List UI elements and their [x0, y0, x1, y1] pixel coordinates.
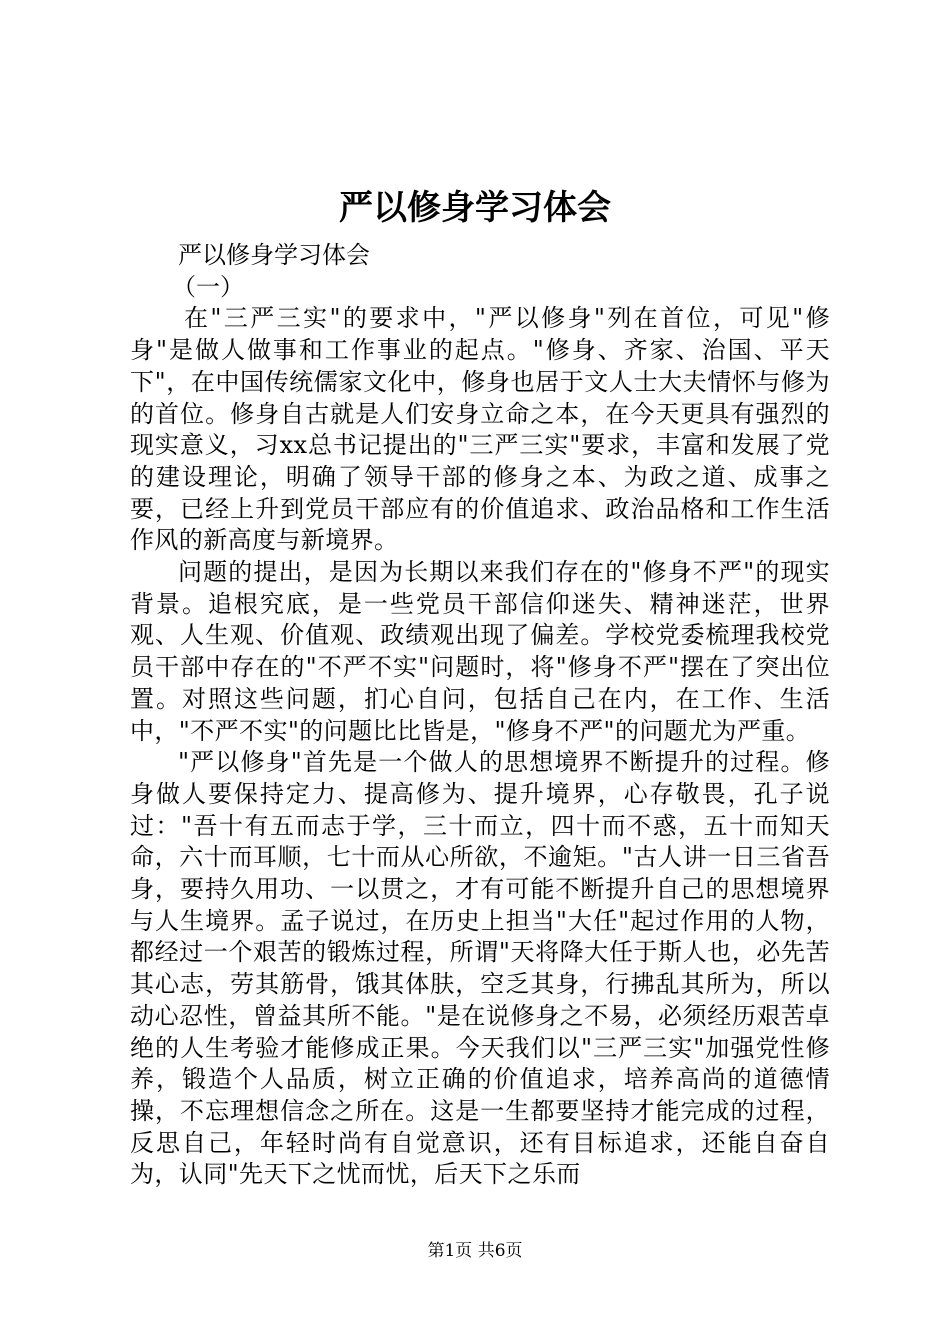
body-paragraph-2: 问题的提出，是因为长期以来我们存在的"修身不严"的现实背景。追根究底，是一些党员干部信仰迷失、精神迷茫，世界观、人生观、价值观、政绩观出现了偏差。学校党委梳理我校党员干部中存在的"不严不实"问题时，将"修身不严"摆在了突出位置。对照这些问题，扪心自问，包括自己在内，在工作、生活中，"不严不实"的问题比比皆是，"修身不严"的问题尤为严重。: [130, 558, 830, 745]
body-paragraph-3: "严以修身"首先是一个做人的思想境界不断提升的过程。修身做人要保持定力、提高修为、提升境界，心存敬畏，孔子说过："吾十有五而志于学，三十而立，四十而不惑，五十而知天命，六十而耳顺，七十而从心所欲，不逾矩。"古人讲一日三省吾身，要持久用功、一以贯之，才有可能不断提升自己的思想境界与人生境界。孟子说过，在历史上担当"大任"起过作用的人物，都经过一个艰苦的锻炼过程，所谓"天将降大任于斯人也，必先苦其心志，劳其筋骨，饿其体肤，空乏其身，行拂乱其所为，所以动心忍性，曾益其所不能。"是在说修身之不易，必须经历艰苦卓绝的人生考验才能修成正果。今天我们以"三严三实"加强党性修养，锻造个人品质，树立正确的价值追求，培养高尚的道德情操，不忘理想信念之所在。这是一生都要坚持才能完成的过程，反思自己，年轻时尚有自觉意识，还有目标追求，还能自奋自为，认同"先天下之忧而忧，后天下之乐而: [130, 748, 830, 1189]
document-title: 严以修身学习体会: [339, 188, 611, 228]
body-paragraph-1: 在"三严三实"的要求中，"严以修身"列在首位，可见"修身"是做人做事和工作事业的起点。"修身、齐家、治国、平天下"，在中国传统儒家文化中，修身也居于文人士大夫情怀与修为的首位。修身自古就是人们安身立命之本，在今天更具有强烈的现实意义，习xx总书记提出的"三严三实"要求，丰富和发展了党的建设理论，明确了领导干部的修身之本、为政之道、成事之要，已经上升到党员干部应有的价值追求、政治品格和工作生活作风的新高度与新境界。: [130, 304, 830, 555]
page-number-footer: 第1页 共6页: [427, 1241, 523, 1261]
document-body: [130, 240, 830, 1191]
document-subtitle: 严以修身学习体会: [178, 241, 370, 269]
section-marker: （一）: [172, 272, 244, 301]
